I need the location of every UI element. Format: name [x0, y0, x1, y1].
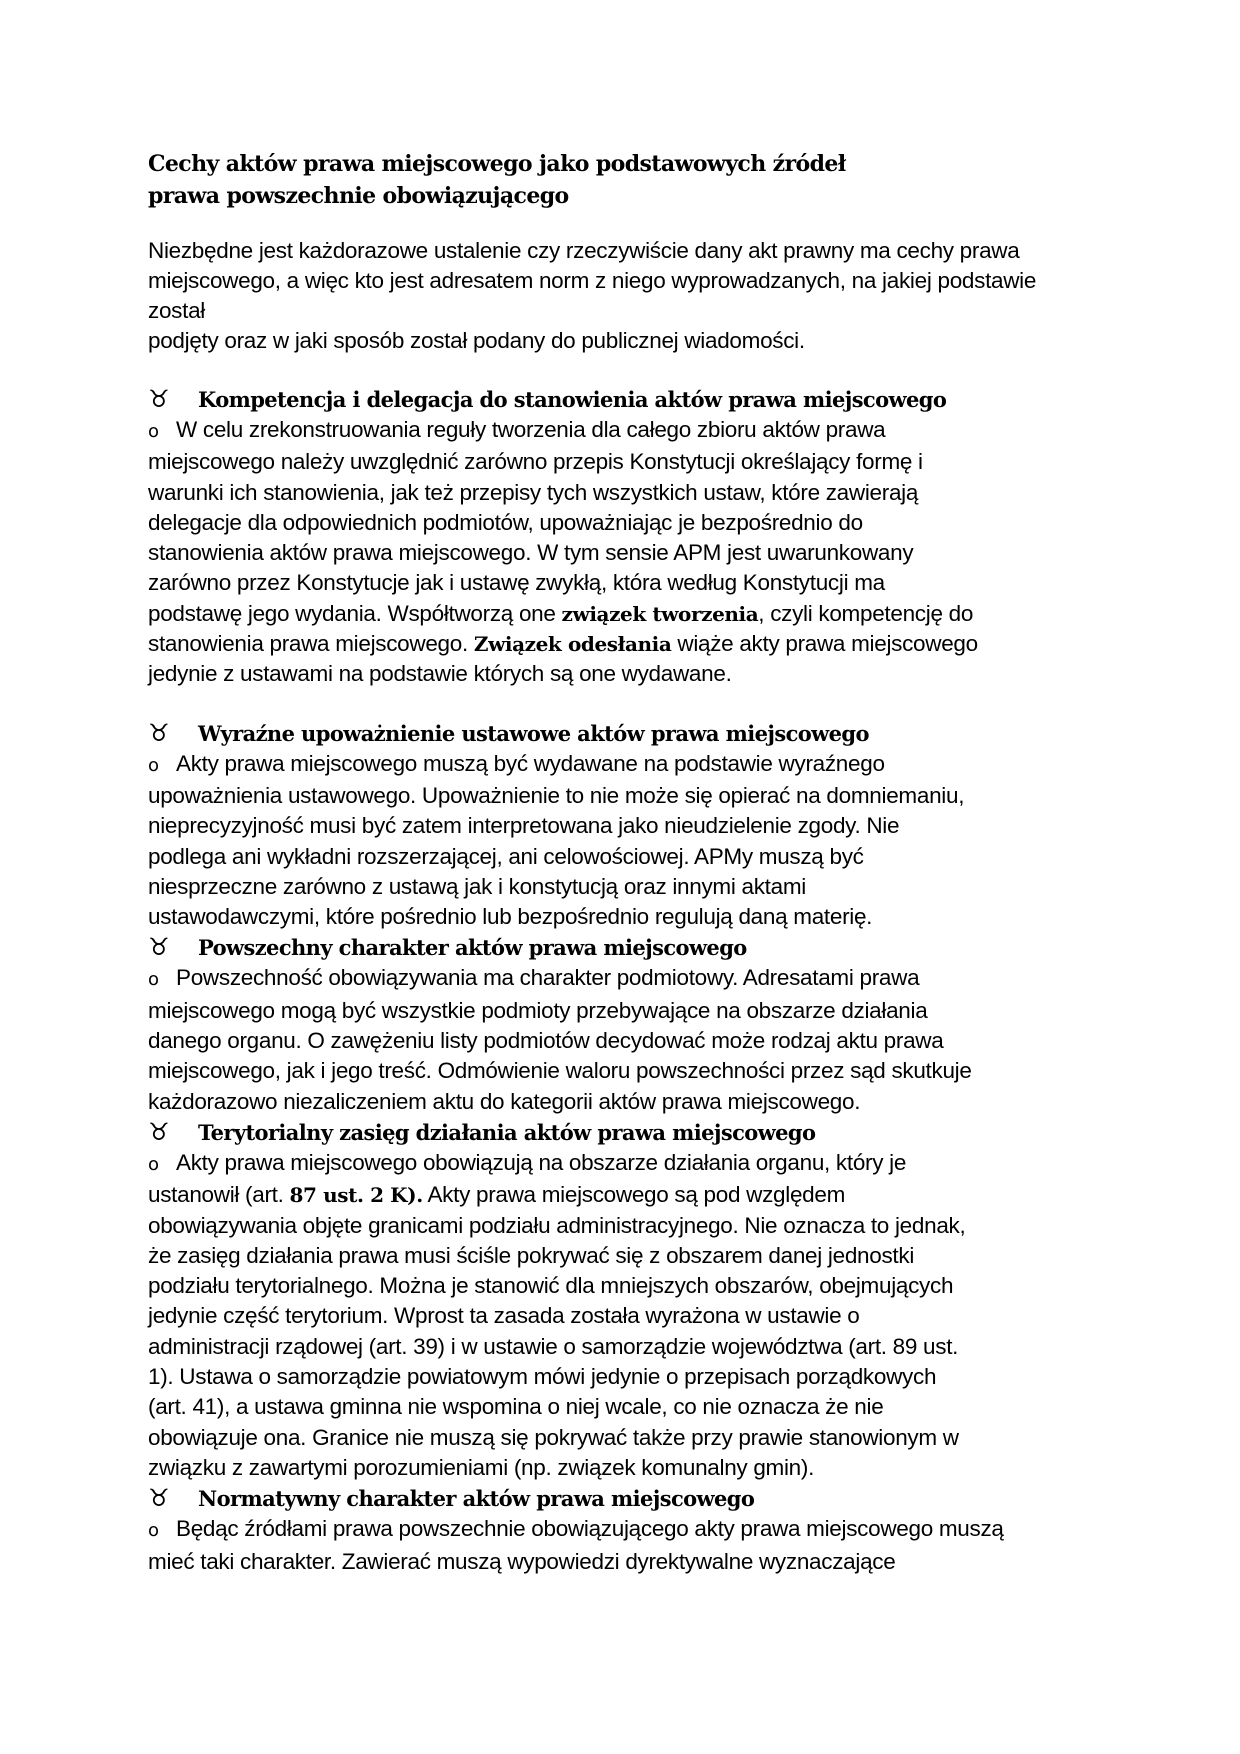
taurus-icon: ♉: [148, 718, 169, 747]
circle-bullet-icon: o: [148, 754, 159, 776]
intro-line: podjęty oraz w jaki sposób został podany do publicznej wiadomości.: [148, 328, 805, 353]
title-line-2: prawa powszechnie obowiązującego: [148, 183, 569, 209]
section-paragraph: o Akty prawa miejscowego muszą być wydawane na podstawie wyraźnego upoważnienia ustawowego. Upoważnienie to nie może się opierać na domniemaniu, nieprecyzyjność musi być zatem interpretowana jako nieudzielenie zgody. Nie podlega ani wykładni rozszerzającej, ani celowościowej. APMy muszą być niesprzeczne zarówno z ustawą jak i konstytucją oraz innymi aktami ustawodawczymi, które pośrednio lub bezpośrednio regulują daną materię.: [148, 750, 965, 930]
section-paragraph: o W celu zrekonstruowania reguły tworzenia dla całego zbioru aktów prawa miejscowego należy uwzględnić zarówno przepis Konstytucji określający formę i warunki ich stanowienia, jak też przepisy tych wszystkich ustaw, które zawierają delegacje dla odpowiednich podmiotów, upoważniając je bezpośrednio do stanowienia aktów prawa miejscowego. W tym sensie APM jest uwarunkowany zarówno przez Konstytucje jak i ustawę zwykłą, która według Konstytucji ma podstawę jego wydania. Współtworzą one związek tworzenia, czyli kompetencję do stanowienia prawa miejscowego. Związek odesłania wiąże akty prawa miejscowego jedynie z ustawami na podstawie których są one wydawane.: [148, 417, 978, 687]
section-powszechny: [148, 932, 1088, 1116]
section-upowaznienie: [148, 718, 1088, 933]
section-heading-text: Powszechny charakter aktów prawa miejscowego: [198, 935, 747, 961]
section-terytorialny: [148, 1117, 1088, 1483]
title-line-1: Cechy aktów prawa miejscowego jako podstawowych źródeł: [148, 151, 846, 177]
document-title: [148, 148, 1088, 212]
section-paragraph: o Będąc źródłami prawa powszechnie obowiązującego akty prawa miejscowego muszą mieć taki charakter. Zawierać muszą wypowiedzi dyrektywalne wyznaczające: [148, 1516, 1004, 1574]
section-kompetencja: [148, 384, 1088, 690]
term-zwiazek-tworzenia: związek tworzenia: [561, 601, 759, 626]
term-zwiazek-odeslania: Związek odesłania: [473, 632, 672, 657]
document-page: [148, 148, 1088, 1577]
section-normatywny: [148, 1483, 1088, 1577]
circle-bullet-icon: o: [148, 1153, 159, 1175]
section-heading: [148, 1117, 1088, 1148]
circle-bullet-icon: o: [148, 1520, 159, 1542]
intro-line: został: [148, 298, 205, 323]
taurus-icon: ♉: [148, 385, 169, 413]
circle-bullet-icon: o: [148, 969, 159, 991]
intro-line: miejscowego, a więc kto jest adresatem norm z niego wyprowadzanych, na jakiej podstawie: [148, 268, 1037, 293]
section-heading-text: Kompetencja i delegacja do stanowienia aktów prawa miejscowego: [198, 387, 947, 412]
section-heading: [148, 718, 1088, 749]
taurus-icon: ♉: [148, 1484, 169, 1513]
section-heading: [148, 384, 1088, 415]
taurus-icon: ♉: [148, 1117, 169, 1146]
intro-paragraph: [148, 236, 1088, 356]
intro-line: Niezbędne jest każdorazowe ustalenie czy rzeczywiście dany akt prawny ma cechy prawa: [148, 238, 1020, 263]
term-article-reference: 87 ust. 2 K).: [289, 1183, 423, 1208]
section-heading: [148, 932, 1088, 963]
taurus-icon: ♉: [148, 933, 169, 962]
section-paragraph: o Akty prawa miejscowego obowiązują na obszarze działania organu, który je ustanowił (art. 87 ust. 2 K). Akty prawa miejscowego są pod względem obowiązywania objęte granicami podziału administracyjnego. Nie oznacza to jednak, że zasięg działania prawa musi ściśle pokrywać się z obszarem danej jednostki podziału terytorialnego. Można je stanowić dla mniejszych obszarów, obejmujących jedynie część terytorium. Wprost ta zasada została wyrażona w ustawie o administracji rządowej (art. 39) i w ustawie o samorządzie województwa (art. 89 ust. 1). Ustawa o samorządzie powiatowym mówi jedynie o przepisach porządkowych (art. 41), a ustawa gminna nie wspomina o niej wcale, co nie oznacza że nie obowiązuje ona. Granice nie muszą się pokrywać także przy prawie stanowionym w związku z zawartymi porozumieniami (np. związek komunalny gmin).: [148, 1149, 966, 1480]
section-heading-text: Normatywny charakter aktów prawa miejscowego: [198, 1486, 755, 1512]
section-heading-text: Wyraźne upoważnienie ustawowe aktów prawa miejscowego: [198, 720, 869, 746]
section-paragraph: o Powszechność obowiązywania ma charakter podmiotowy. Adresatami prawa miejscowego mogą być wszystkie podmioty przebywające na obszarze działania danego organu. O zawężeniu listy podmiotów decydować może rodzaj aktu prawa miejscowego, jak i jego treść. Odmówienie waloru powszechności przez sąd skutkuje każdorazowo niezaliczeniem aktu do kategorii aktów prawa miejscowego.: [148, 965, 972, 1114]
circle-bullet-icon: o: [148, 421, 159, 442]
section-heading: [148, 1483, 1088, 1514]
section-heading-text: Terytorialny zasięg działania aktów prawa miejscowego: [198, 1119, 816, 1145]
